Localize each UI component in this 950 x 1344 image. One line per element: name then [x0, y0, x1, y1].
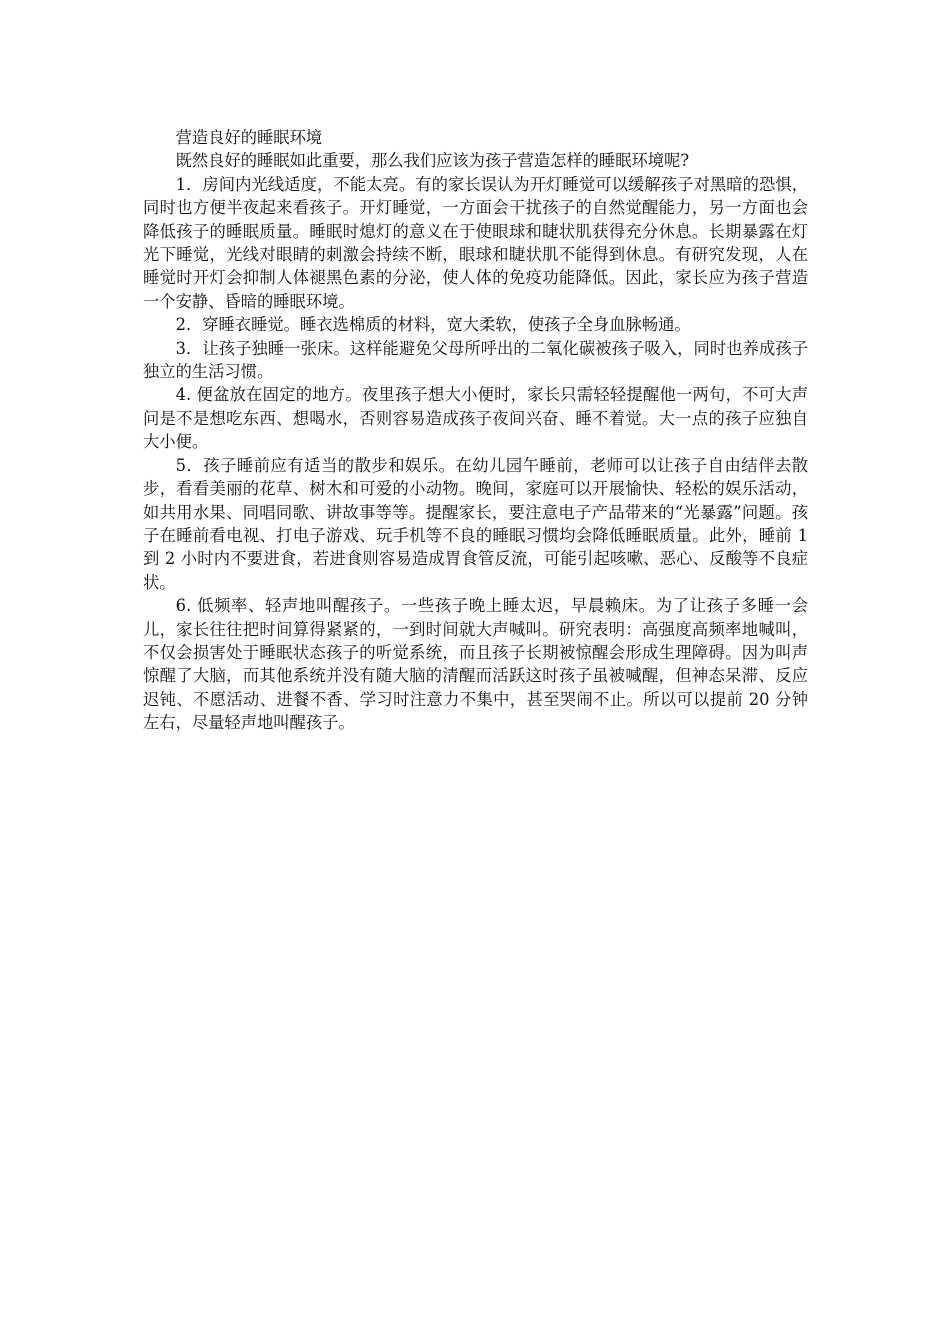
paragraph-item-2: 2．穿睡衣睡觉。睡衣选棉质的材料，宽大柔软，使孩子全身血脉畅通。 [175, 315, 691, 335]
document-title: 营造良好的睡眠环境 [175, 128, 323, 147]
paragraph-intro: 既然良好的睡眠如此重要，那么我们应该为孩子营造怎样的睡眠环境呢? [175, 151, 690, 171]
paragraph-item-6: 6. 低频率、轻声地叫醒孩子。一些孩子晚上睡太迟，早晨赖床。为了让孩子多睡一会儿，家长往往把时间算得紧紧的，一到时间就大声喊叫。研究表明：高强度高频率地喊叫，不仅会损害处于睡眠状态孩子的听觉系统，而且孩子长期被惊醒会形成生理障碍。因为叫声惊醒了大脑，而其他系统并没有随大脑的清醒而活跃这时孩子虽被喊醒，但神态呆滞、反应迟钝、不愿活动、进餐不香、学习时注意力不集中，甚至哭闹不止。所以可以提前 20 分钟左右，尽量轻声地叫醒孩子。 [143, 596, 808, 733]
paragraph-item-4: 4. 便盆放在固定的地方。夜里孩子想大小便时，家长只需轻轻提醒他一两句，不可大声问是不是想吃东西、想喝水，否则容易造成孩子夜间兴奋、睡不着觉。大一点的孩子应独自大小便。 [143, 385, 808, 452]
paragraph-item-3: 3．让孩子独睡一张床。这样能避免父母所呼出的二氧化碳被孩子吸入，同时也养成孩子独立的生活习惯。 [143, 338, 808, 382]
document-body [143, 126, 808, 735]
paragraph-item-1: 1．房间内光线适度，不能太亮。有的家长误认为开灯睡觉可以缓解孩子对黑暗的恐惧，同时也方便半夜起来看孩子。开灯睡觉，一方面会干扰孩子的自然觉醒能力，另一方面也会降低孩子的睡眠质量。睡眠时熄灯的意义在于使眼球和睫状肌获得充分休息。长期暴露在灯光下睡觉，光线对眼睛的刺激会持续不断，眼球和睫状肌不能得到休息。有研究发现，人在睡觉时开灯会抑制人体褪黑色素的分泌，使人体的免疫功能降低。因此，家长应为孩子营造一个安静、昏暗的睡眠环境。 [143, 174, 808, 311]
paragraph-item-5: 5．孩子睡前应有适当的散步和娱乐。在幼儿园午睡前，老师可以让孩子自由结伴去散步，看看美丽的花草、树木和可爱的小动物。晚间，家庭可以开展愉快、轻松的娱乐活动，如共用水果、同唱同歌、讲故事等等。提醒家长，要注意电子产品带来的“光暴露”问题。孩子在睡前看电视、打电子游戏、玩手机等不良的睡眠习惯均会降低睡眠质量。此外，睡前 1 到 2 小时内不要进食，若进食则容易造成胃食管反流，可能引起咳嗽、恶心、反酸等不良症状。 [143, 455, 808, 592]
